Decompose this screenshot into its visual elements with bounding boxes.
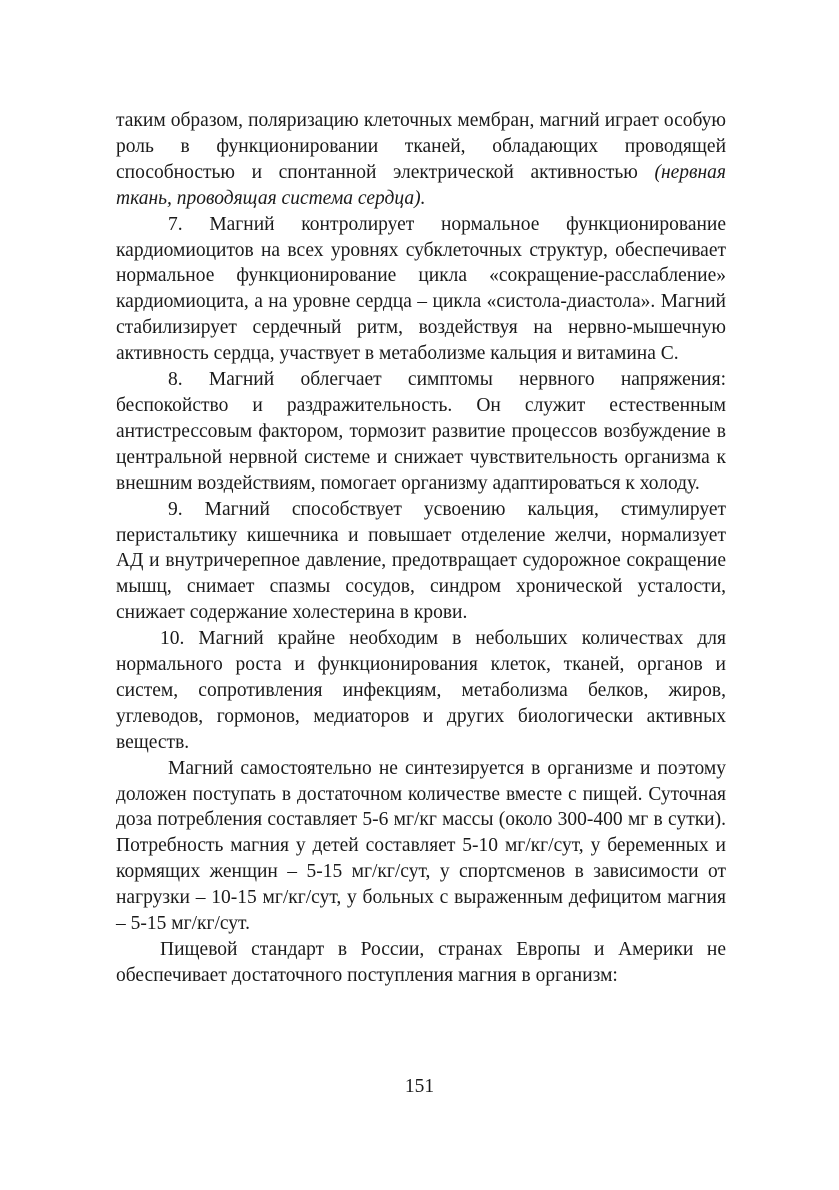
paragraph-text: таким образом, поляризацию клеточных мембран, магний играет особую роль в функционировании тканей, обладающих проводящей способностью и спонтанной электрической активностью	[116, 110, 726, 183]
paragraph-item-9: 9. Магний способствует усвоению кальция, стимулирует перистальтику кишечника и повышает отделение желчи, нормализует АД и внутричерепное давление, предотвращает судорожное сокращение мышц, снимает спазмы сосудов, синдром хронической усталости, снижает содержание холестерина в крови.	[116, 498, 726, 624]
paragraph-food-standard: Пищевой стандарт в России, странах Европы и Америки не обеспечивает достаточного поступления магния в организм:	[116, 939, 726, 986]
paragraph-item-8: 8. Магний облегчает симптомы нервного напряжения: беспокойство и раздражительность. Он служит естественным антистрессовым фактором, тормозит развитие процессов возбуждение в центральной нервной системе и снижает чувствительность организма к внешним воздействиям, помогает организму адаптироваться к холоду.	[116, 369, 726, 494]
page-number: 151	[404, 1076, 435, 1097]
paragraph-magnesium-intake: Магний самостоятельно не синтезируется в организме и поэтому доложен поступать в достаточном количестве вместе с пищей. Суточная доза потребления составляет 5-6 мг/кг массы (около 300-400 мг в сутки). Потребность магния у детей составляет 5-10 мг/кг/сут, у беременных и кормящих женщин – 5-15 мг/кг/сут, у спортсменов в зависимости от нагрузки – 10-15 мг/кг/сут, у больных с выраженным дефицитом магния – 5-15 мг/кг/сут.	[116, 757, 726, 935]
paragraph-item-10: 10. Магний крайне необходим в небольших количествах для нормального роста и функционирования клеток, тканей, органов и систем, сопротивления инфекциям, метаболизма белков, жиров, углеводов, гормонов, медиаторов и других биологически активных веществ.	[116, 628, 726, 753]
page-body	[116, 108, 726, 989]
paragraph-continuation	[116, 108, 726, 212]
italic-note: (нервная ткань, проводящая система сердца).	[116, 161, 726, 209]
paragraph-item-7: 7. Магний контролирует нормальное функционирование кардиомиоцитов на всех уровнях субклеточных структур, обеспечивает нормальное функционирование цикла «сокращение-расслабление» кардиомиоцита, а на уровне сердца – цикла «систола-диастола». Магний стабилизирует сердечный ритм, воздействуя на нервно-мышечную активность сердца, участвует в метаболизме кальция и витамина С.	[116, 213, 726, 365]
